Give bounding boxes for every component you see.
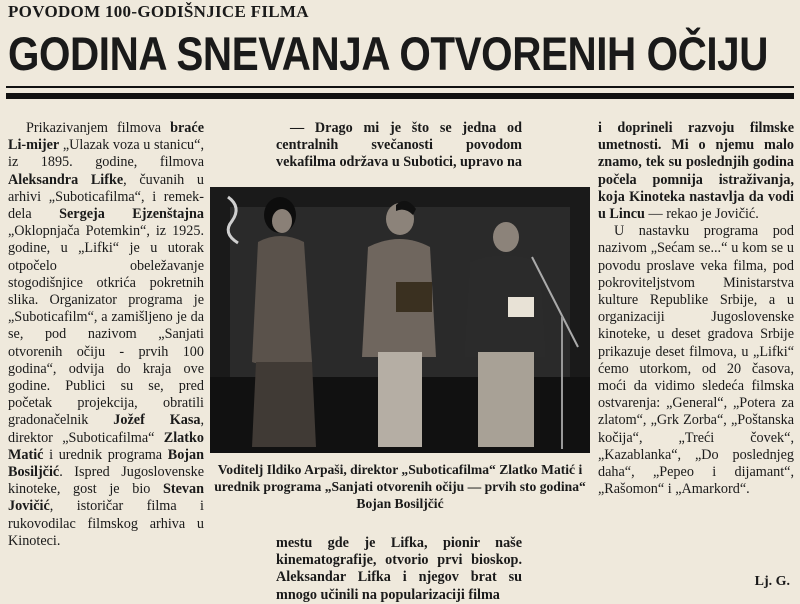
news-photo [210, 187, 590, 453]
column-1-text: Prikazivanjem filmova braće Li-mijer „Ulazak voza u stanicu“, iz 1895. godine, filmova Aleksandra Lifke, čuvanih u arhivi „Suboticafilma“, i remek-dela Sergeja Ejzenštajna „Oklopnjača Potemkin“, iz 1925. godine, u „Lifki“ je u utorak otpočelo obeležavanje stogodišnjice otkrića pokretnih slika. Organizator programa je „Suboticafilm“, a zamišljeno je da se, pod nazivom „Sanjati otvorenih očiju - prvih 100 godina“, odvija do kraja ove godine. Publici su se, pred početak projekcija, obratili gradonačelnik Jožef Kasa, direktor „Suboticafilma“ Zlatko Matić i urednik programa Bojan Bosiljčić. Ispred Jugoslovenske kinoteke, gost je bio Stevan Jovičić, istoričar filma i rukovodilac filmskog arhiva u Kinoteci. [8, 120, 204, 549]
photo-caption: Voditelj Ildiko Arpaši, direktor „Suboticafilma“ Zlatko Matić i urednik programa „Sanjati otvorenih očiju — prvih sto godina“ Bojan Bosiljčić [214, 462, 586, 511]
headline-rule-thin [6, 86, 794, 88]
article-column-1 [8, 120, 204, 550]
column-3-para-2: U nastavku programa pod nazivom „Sećam se...“ u kom se u povodu proslave veka filma, pod pokroviteljstvom Ministarstva kulture Republike Srbije, a u organizaciji Jugoslovenske kinoteke, u deset gradova Srbije prikazuje deset filmova, u „Lifki“ ćemo utorkom, od 20 časova, moći da vidimo sledeća filmska ostvarenja: „General“, „Potera za zlatom“, „Grk Zorba“, „Poštanska kočija“, „Treći čovek“, „Kazablanka“, „Do poslednjeg daha“, „Pepeo i dijamant“, „Rašomon“ i „Amarkord“. [598, 223, 794, 498]
author-signature: Lj. G. [754, 574, 790, 589]
article-column-2-top: — Drago mi je što se jedna od centralnih svečanosti povodom vekafilma održava u Subotici, upravo na [276, 120, 522, 171]
column-3-para-1: i doprineli razvoju filmske umetnosti. Mi o njemu malo znamo, tek su poslednjih godina počela pomnija istraživanja, koja Kinoteka nastavlja da vodi u Lincu — rekao je Jovičić. [598, 120, 794, 223]
headline-rule-thick [6, 93, 794, 99]
article-column-2-bottom: mestu gde je Lifka, pionir naše kinematografije, otvorio prvi bioskop. Aleksandar Lifka i njegov brat su mnogo učinili na popularizaciji filma [276, 535, 522, 603]
photo-illustration [210, 187, 590, 453]
article-column-3 [598, 120, 794, 498]
kicker: POVODOM 100-GODIŠNJICE FILMA [8, 2, 309, 21]
headline: GODINA SNEVANJA OTVORENIH OČIJU [8, 27, 768, 80]
